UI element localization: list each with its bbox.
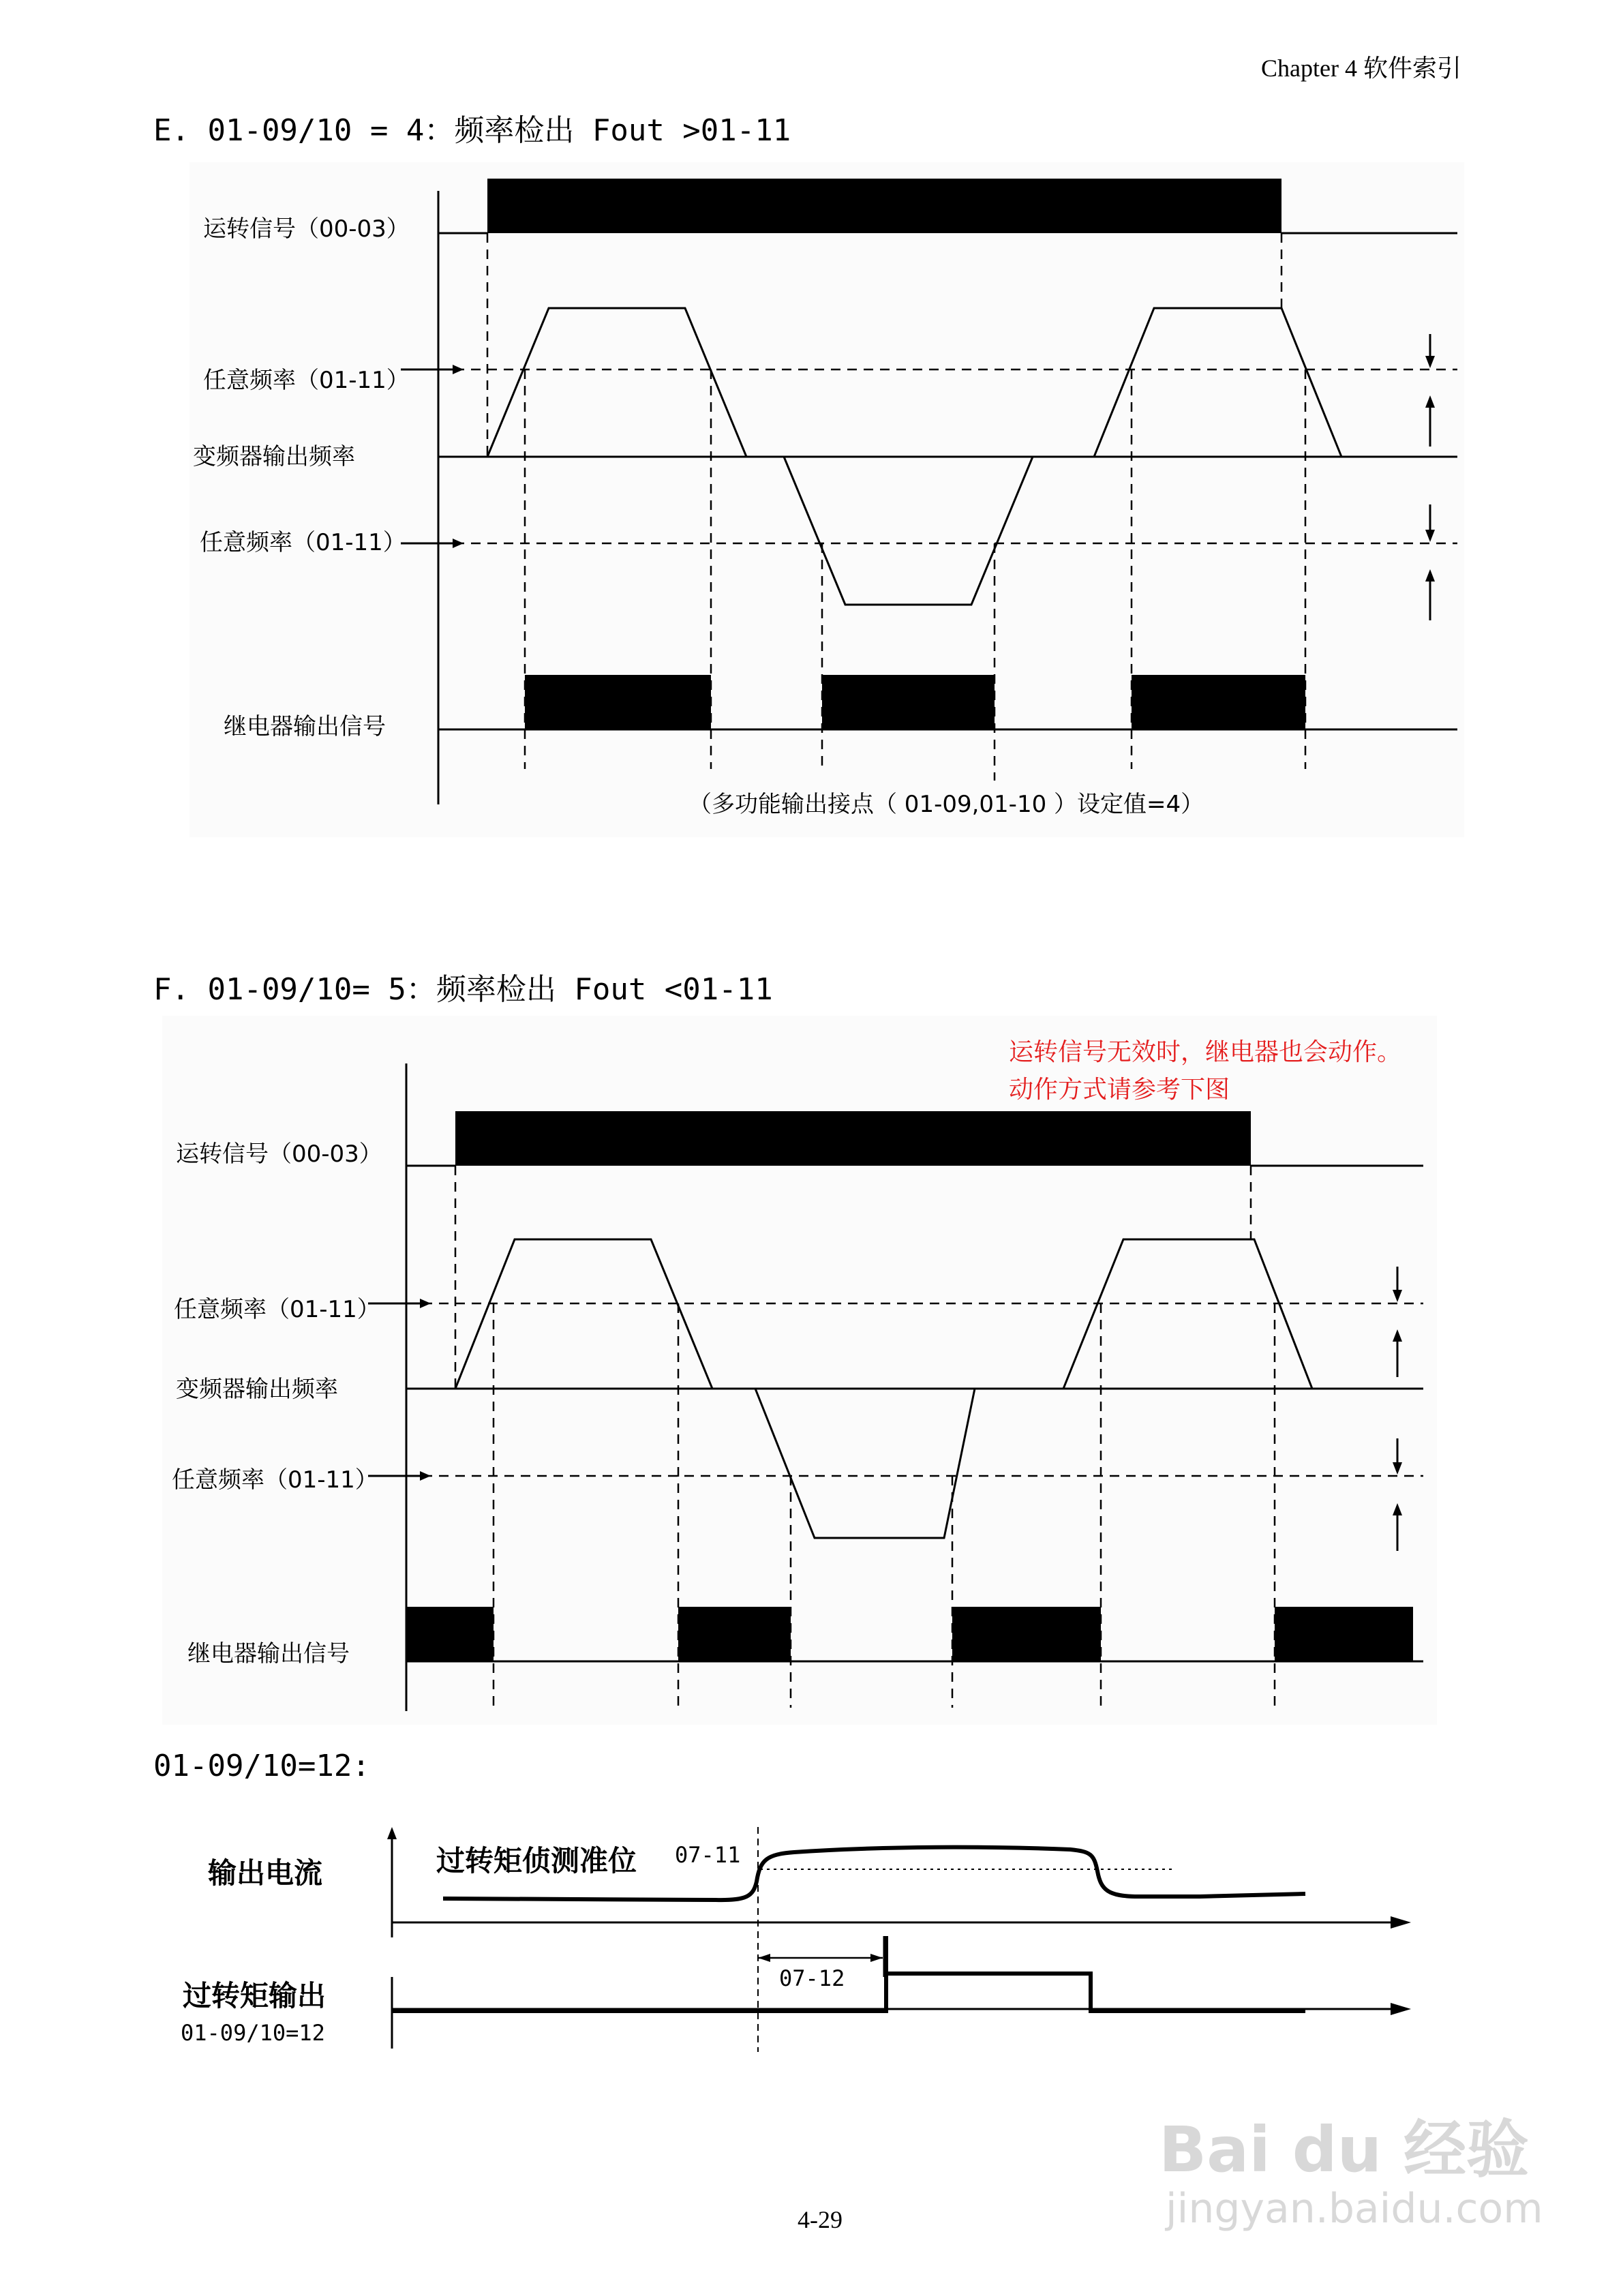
watermark-url: jingyan.baidu.com xyxy=(1166,2185,1543,2233)
overtorque-level-label: 过转矩侦测准位 xyxy=(436,1844,637,1877)
output-frequency-label-f: 变频器输出频率 xyxy=(176,1376,338,1403)
page-number: 4-29 xyxy=(798,2206,843,2233)
overtorque-output-signal xyxy=(392,1974,1305,2011)
chapter-header: Chapter 4 软件索引 xyxy=(1261,55,1461,82)
section-12-title: 01-09/10=12: xyxy=(153,1749,370,1783)
output-current-label: 输出电流 xyxy=(208,1856,323,1890)
output-frequency-label-e: 变频器输出频率 xyxy=(193,443,355,470)
overtorque-level-param: 07-11 xyxy=(675,1842,741,1868)
overtorque-output-label: 过转矩输出 xyxy=(183,1979,327,2012)
note-line-1: 运转信号无效时，继电器也会动作。 xyxy=(1009,1038,1402,1066)
freq-level-upper-label-e: 任意频率（01-11） xyxy=(203,367,410,394)
freq-level-lower-label-f: 任意频率（01-11） xyxy=(172,1466,378,1494)
diagram-e-caption: （多功能输出接点（ 01-09,01-10 ）设定值=4） xyxy=(688,791,1204,818)
watermark-logo: Bai du 经验 xyxy=(1159,2113,1530,2186)
overtorque-output-param: 01-09/10=12 xyxy=(181,2020,325,2046)
relay-output-label-e: 继电器输出信号 xyxy=(224,713,386,740)
section-e-title: E. 01-09/10 = 4：频率检出 Fout >01-11 xyxy=(153,113,791,148)
relay-output-label-f: 继电器输出信号 xyxy=(187,1640,350,1667)
run-signal-label-f: 运转信号（00-03） xyxy=(176,1141,382,1168)
freq-level-lower-label-e: 任意频率（01-11） xyxy=(200,529,406,556)
note-line-2: 动作方式请参考下图 xyxy=(1009,1076,1230,1104)
run-signal-label-e: 运转信号（00-03） xyxy=(203,215,410,243)
freq-level-upper-label-f: 任意频率（01-11） xyxy=(174,1296,380,1323)
delay-param: 07-12 xyxy=(779,1965,845,1991)
section-f-title: F. 01-09/10= 5：频率检出 Fout <01-11 xyxy=(153,972,773,1007)
